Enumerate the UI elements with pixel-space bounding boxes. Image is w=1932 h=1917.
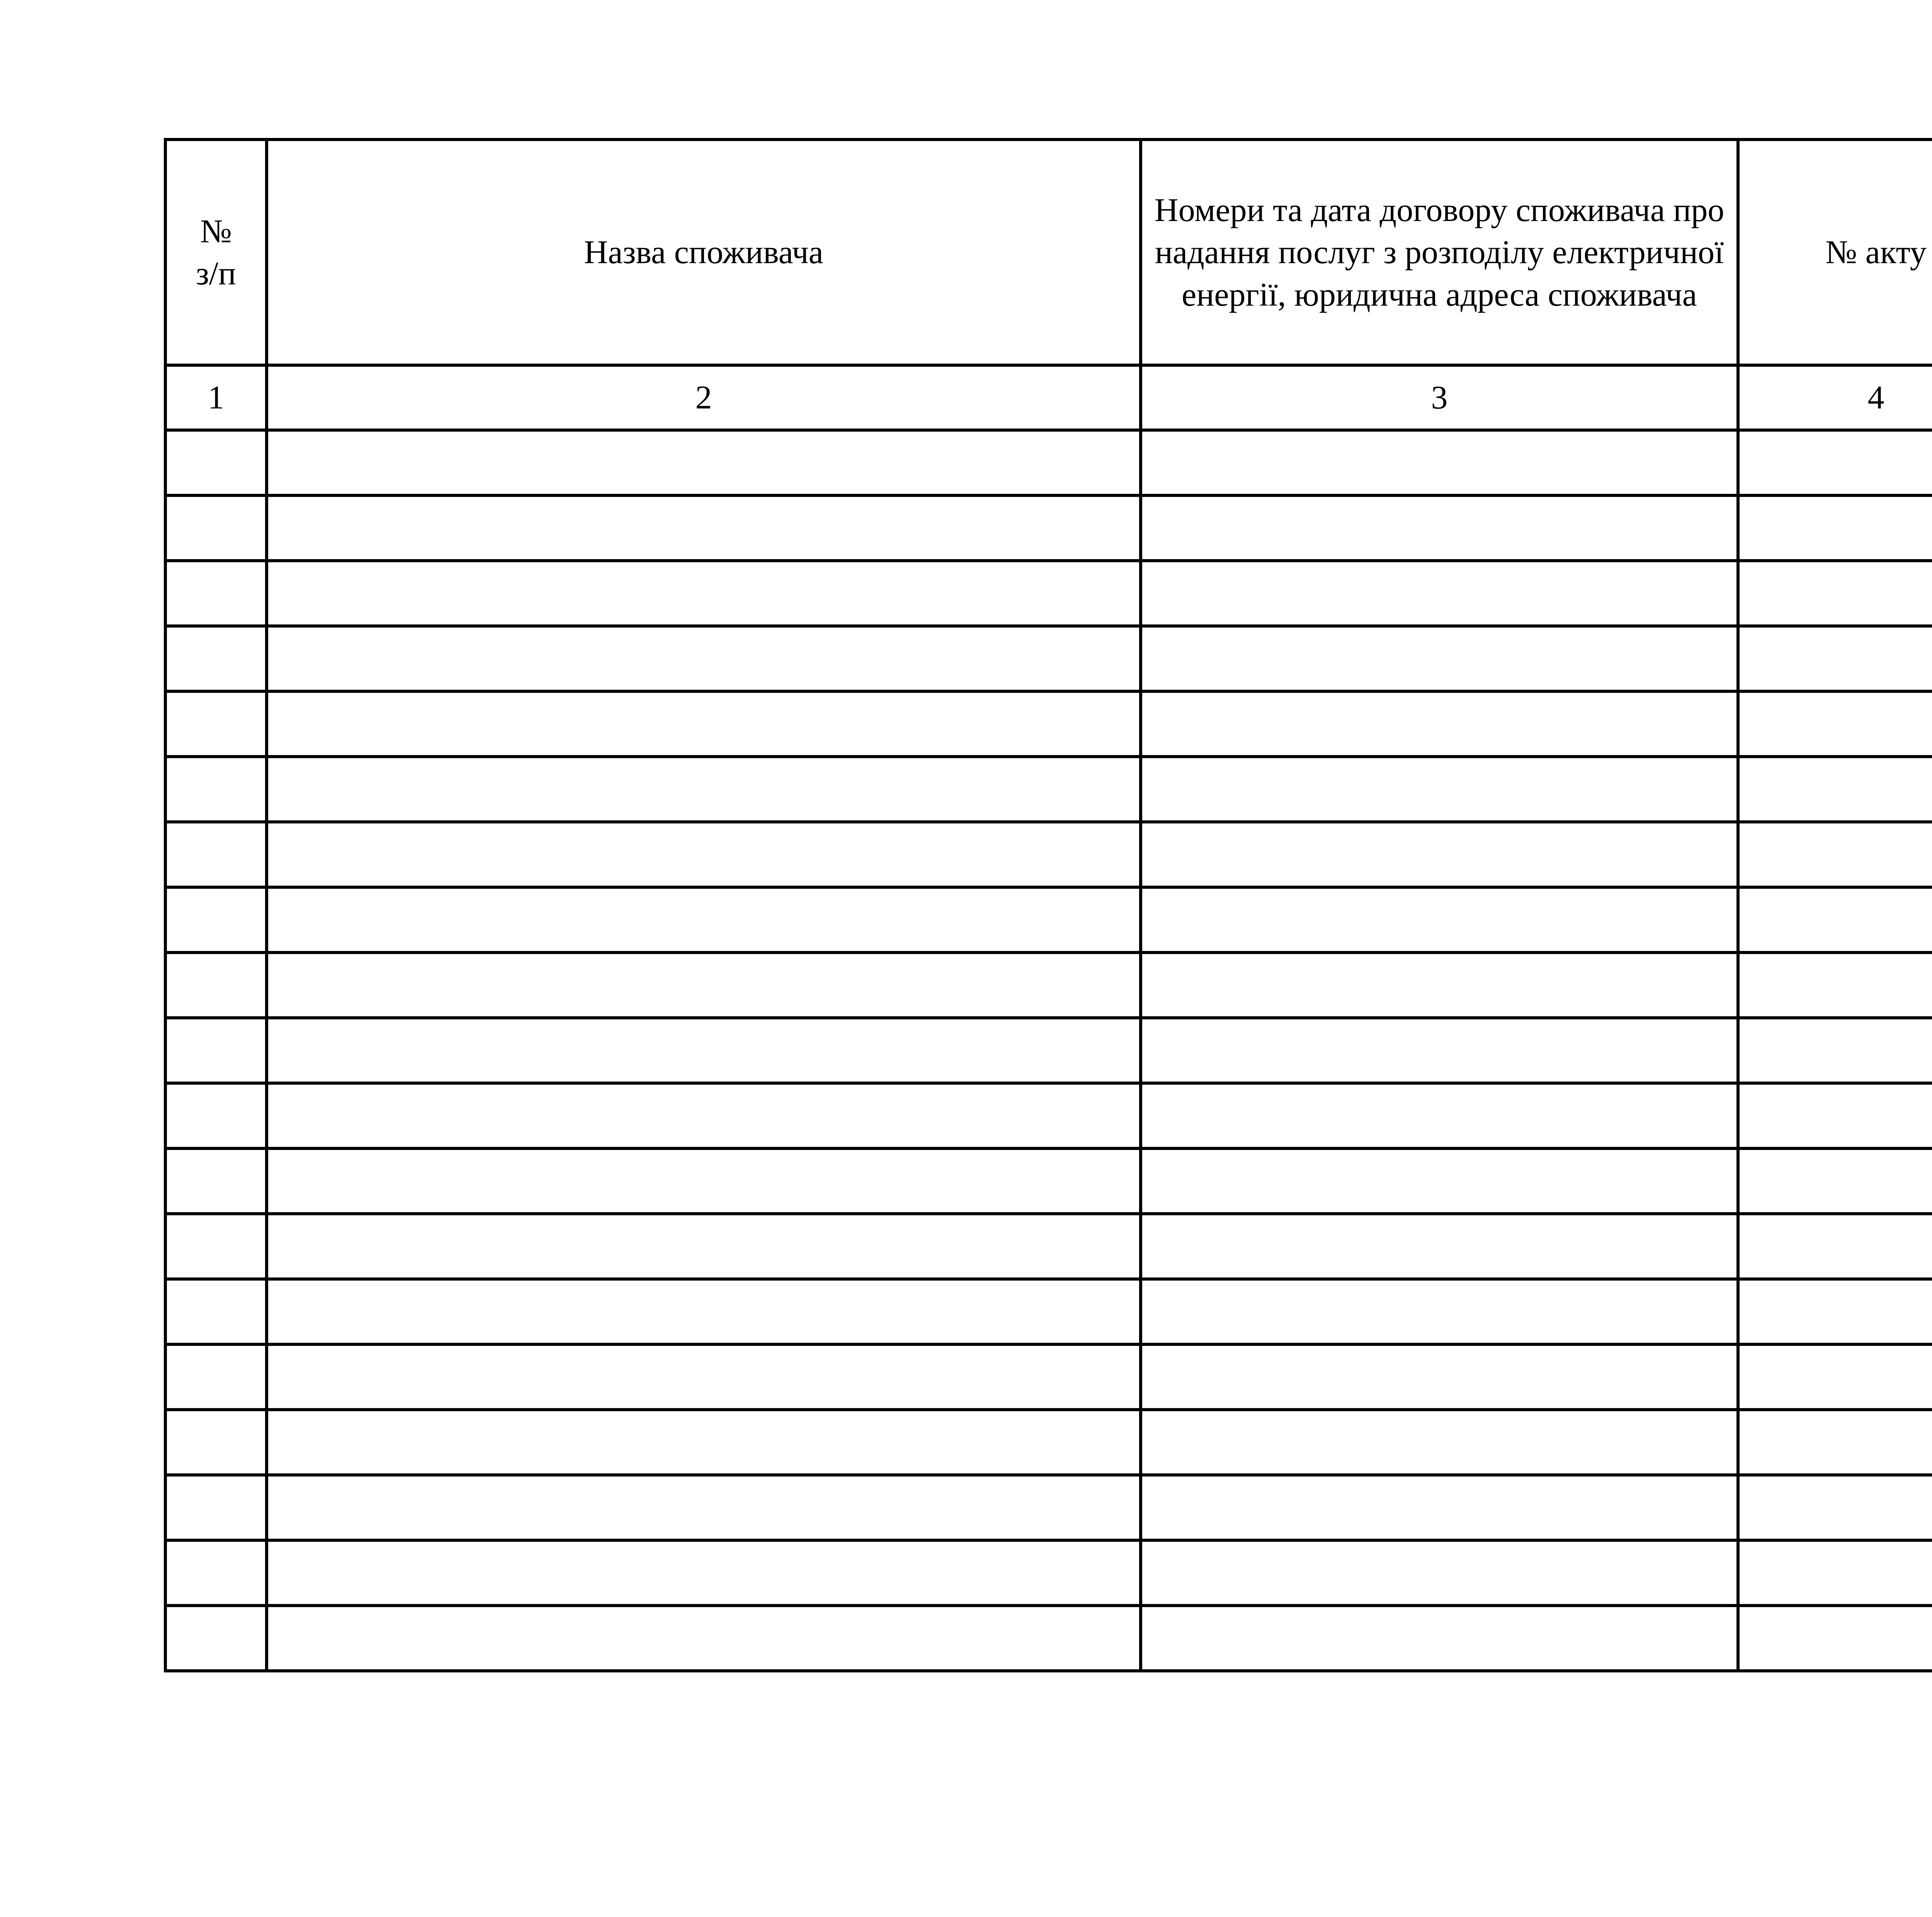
table-row [165, 1606, 1932, 1671]
table-row [165, 1083, 1932, 1148]
table-cell [267, 757, 1141, 822]
header-text: Назва споживача [584, 233, 823, 271]
column-number-cell: 4 [1738, 365, 1932, 430]
table-cell [165, 757, 267, 822]
table-cell [1738, 1018, 1932, 1083]
table-cell [165, 1540, 267, 1606]
table-cell [1141, 626, 1738, 691]
table-row [165, 1148, 1932, 1214]
table-cell [267, 430, 1141, 495]
table-cell [1738, 691, 1932, 757]
table-row [165, 1410, 1932, 1475]
register-table [164, 138, 1932, 1672]
header-text: № з/п [196, 212, 236, 292]
table-cell [165, 1018, 267, 1083]
table-cell [165, 1148, 267, 1214]
table-cell [165, 953, 267, 1018]
table-cell [267, 1475, 1141, 1540]
table-cell [1738, 495, 1932, 561]
column-number-cell: 3 [1141, 365, 1738, 430]
table-header-row [165, 139, 1932, 365]
header-text: № акту [1825, 233, 1927, 271]
header-cell-consumer-name [267, 139, 1141, 365]
table-cell [165, 1475, 267, 1540]
table-cell [165, 1083, 267, 1148]
table-cell [1141, 822, 1738, 887]
table-cell [267, 822, 1141, 887]
table-row [165, 430, 1932, 495]
table-cell [1141, 1475, 1738, 1540]
table-cell [1141, 430, 1738, 495]
table-cell [1738, 953, 1932, 1018]
table-row [165, 691, 1932, 757]
header-text: Номери та дата договору споживача про надання послуг з розподілу електричної енергії, юридична адреса споживача [1154, 191, 1725, 313]
table-cell [1738, 626, 1932, 691]
table-cell [165, 1344, 267, 1410]
table-cell [267, 1279, 1141, 1344]
table-cell [1141, 757, 1738, 822]
table-cell [267, 691, 1141, 757]
table-cell [267, 561, 1141, 626]
table-cell [165, 430, 267, 495]
table-row [165, 495, 1932, 561]
table-cell [267, 1214, 1141, 1279]
table-cell [1738, 1410, 1932, 1475]
table-cell [1738, 1083, 1932, 1148]
table-cell [1141, 691, 1738, 757]
table-cell [1738, 1540, 1932, 1606]
table-cell [165, 691, 267, 757]
table-cell [1141, 953, 1738, 1018]
table-cell [165, 1606, 267, 1671]
table-cell [1141, 1148, 1738, 1214]
column-number-cell: 1 [165, 365, 267, 430]
table-cell [1141, 561, 1738, 626]
table-cell [1738, 1214, 1932, 1279]
header-cell-number [165, 139, 267, 365]
table-cell [1141, 1279, 1738, 1344]
table-row [165, 953, 1932, 1018]
table-row [165, 1018, 1932, 1083]
table-cell [1738, 757, 1932, 822]
table-row [165, 1344, 1932, 1410]
table-cell [267, 1410, 1141, 1475]
table-cell [165, 561, 267, 626]
table-cell [165, 1410, 267, 1475]
table-row [165, 626, 1932, 691]
table-cell [1141, 887, 1738, 953]
table-row [165, 1279, 1932, 1344]
table-cell [1141, 495, 1738, 561]
table-cell [1738, 1344, 1932, 1410]
table-cell [1738, 1475, 1932, 1540]
table-cell [1738, 1606, 1932, 1671]
table-row [165, 757, 1932, 822]
table-cell [1738, 561, 1932, 626]
table-cell [267, 953, 1141, 1018]
table-cell [165, 887, 267, 953]
table-cell [165, 1214, 267, 1279]
table-cell [267, 495, 1141, 561]
table-cell [267, 1344, 1141, 1410]
header-cell-contract-details [1141, 139, 1738, 365]
table-cell [1738, 430, 1932, 495]
table-cell [1141, 1606, 1738, 1671]
table-cell [1141, 1540, 1738, 1606]
header-cell-act-number [1738, 139, 1932, 365]
table-cell [267, 1083, 1141, 1148]
table-row [165, 561, 1932, 626]
table-row [165, 1214, 1932, 1279]
table-cell [267, 887, 1141, 953]
table-cell [165, 626, 267, 691]
table-cell [165, 495, 267, 561]
table-row [165, 1540, 1932, 1606]
table-cell [267, 1148, 1141, 1214]
table-cell [1738, 1279, 1932, 1344]
table-cell [1141, 1214, 1738, 1279]
table-row [165, 1475, 1932, 1540]
table-cell [1141, 1410, 1738, 1475]
table-cell [267, 1606, 1141, 1671]
table-cell [267, 1540, 1141, 1606]
column-number-cell: 2 [267, 365, 1141, 430]
table-cell [267, 1018, 1141, 1083]
table-cell [267, 626, 1141, 691]
table-cell [165, 1279, 267, 1344]
table-cell [1141, 1083, 1738, 1148]
table-cell [1738, 1148, 1932, 1214]
table-cell [1141, 1018, 1738, 1083]
table-cell [1738, 822, 1932, 887]
column-number-row [165, 365, 1932, 430]
table-cell [165, 822, 267, 887]
table-row [165, 887, 1932, 953]
table-row [165, 822, 1932, 887]
table-cell [1141, 1344, 1738, 1410]
table-cell [1738, 887, 1932, 953]
